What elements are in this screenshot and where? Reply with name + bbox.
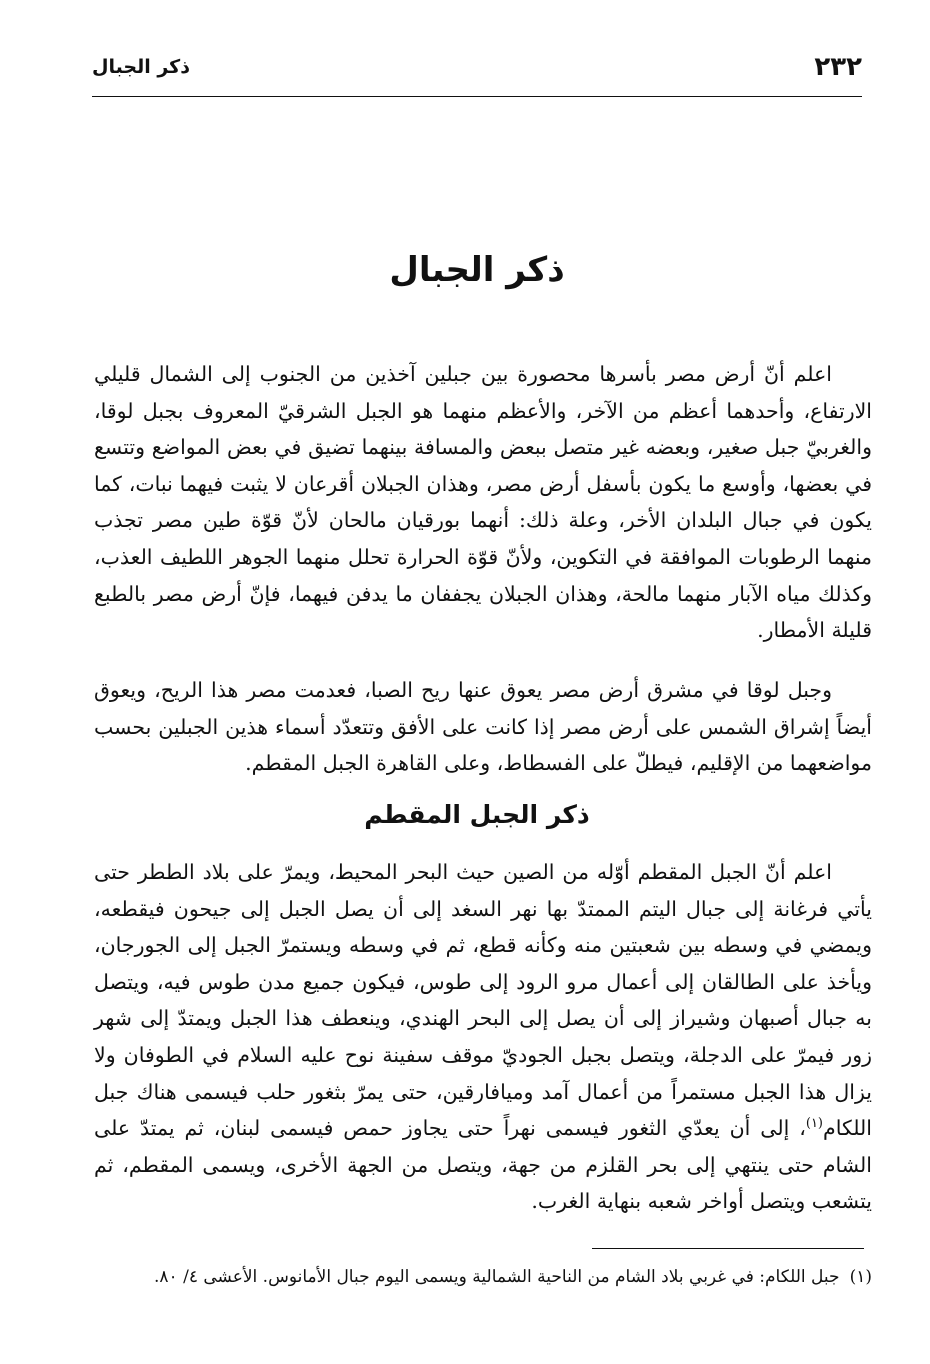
page-number: ٢٣٢ — [814, 52, 862, 82]
footnote-text: جبل اللكام: في غربي بلاد الشام من الناحية الشمالية ويسمى اليوم جبال الأمانوس. الأعشى ٤/ ٨٠. — [154, 1267, 840, 1287]
section-title: ذكر الجبل المقطم — [364, 800, 590, 829]
paragraph-1: اعلم أنّ أرض مصر بأسرها محصورة بين جبلين آخذين من الجنوب إلى الشمال قليلي الارتفاع، وأحدهما أعظم من الآخر، والأعظم منهما هو الجبل الشرقيّ المعروف بجبل لوقا، والغربيّ جبل صغير، وبعضه غير متصل ببعض والمسافة بينهما تضيق في بعض المواضع وتتسع في بعضها، وأوسع ما يكون بأسفل أرض مصر، وهذان الجبلان أقرعان لا يثبت فيهما نبات، كما يكون في جبال البلدان الأخر، وعلة ذلك: أنهما بورقيان مالحان لأنّ قوّة طين مصر تجذب منهما الرطوبات الموافقة في التكوين، ولأنّ قوّة الحرارة تحلل منهما الجوهر اللطيف العذب، وكذلك مياه الآبار منهما مالحة، وهذان الجبلان يجففان ما يدفن فيهما، فإنّ أرض مصر بالطبع قليلة الأمطار. — [94, 362, 872, 643]
paragraph-3-part-2: ، إلى أن يعدّي الثغور فيسمى نهراً حتى يجاوز حمص فيسمى لبنان، ثم يمتدّ على الشام حتى ينتهي إلى بحر القلزم من جهة، ويتصل من الجهة الأخرى، ويسمى المقطم، ثم يتشعب ويتصل أواخر شعبه بنهاية الغرب. — [94, 1116, 872, 1214]
header-rule — [92, 96, 862, 97]
paragraph-2-block — [94, 672, 872, 782]
running-title: ذكر الجبال — [92, 56, 190, 78]
chapter-title: ذكر الجبال — [389, 250, 565, 290]
paragraph-1-block — [94, 356, 872, 649]
paragraph-3-block — [94, 854, 872, 1220]
footnote-rule — [592, 1248, 864, 1249]
paragraph-2: وجبل لوقا في مشرق أرض مصر يعوق عنها ريح الصبا، فعدمت مصر هذا الريح، ويعوق أيضاً إشراق الشمس على أرض مصر إذا كانت على الأفق وتتعدّد أسماء هذين الجبلين بحسب مواضعهما من الإقليم، فيطلّ على الفسطاط، وعلى القاهرة الجبل المقطم. — [94, 678, 872, 776]
footnote-mark: (١) — [849, 1267, 872, 1287]
running-head — [92, 52, 862, 88]
paragraph-3-part-1: اعلم أنّ الجبل المقطم أوّله من الصين حيث البحر المحيط، ويمرّ على بلاد الططر حتى يأتي فرغانة إلى جبال اليتم الممتدّ بها نهر السغد إلى أن يصل الجبل إلى جيحون فيقطعه، ويمضي في وسطه بين شعبتين منه وكأنه قطع، ثم في وسطه ويستمرّ الجبل إلى الجورجان، ويأخذ على الطالقان إلى أعمال مرو الرود إلى طوس، فيكون جميع مدن طوس فيه، ويتصل به جبال أصبهان وشيراز إلى أن يصل إلى البحر الهندي، وينعطف هذا الجبل ويمتدّ إلى شهر زور فيمرّ على الدجلة، ويتصل بجبل الجوديّ موقف سفينة نوح عليه السلام في الطوفان ولا يزال هذا الجبل مستمراً من أعمال آمد وميافارقين، حتى يمرّ بثغور حلب فيسمى هناك جبل اللكام — [94, 860, 872, 1141]
footnote — [94, 1262, 872, 1292]
footnote-reference[interactable]: (١) — [805, 1116, 823, 1132]
paragraph-3 — [94, 854, 872, 1220]
